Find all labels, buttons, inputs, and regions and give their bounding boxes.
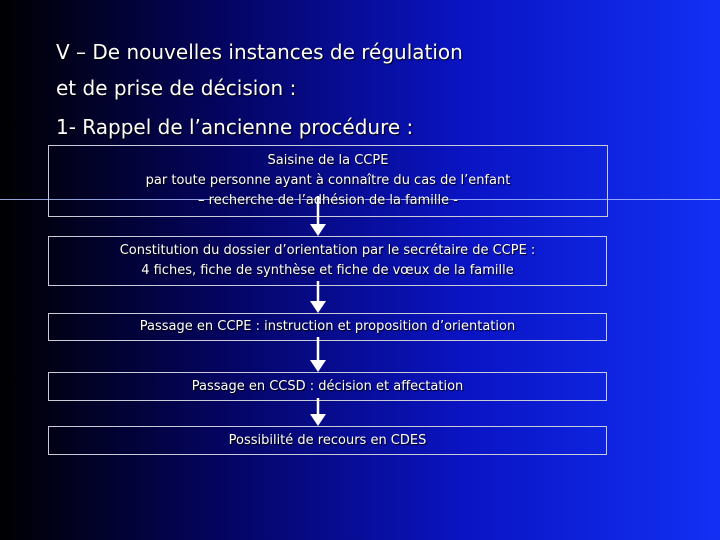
step-box-saisine — [48, 145, 608, 217]
step-5-line-1: Possibilité de recours en CDES — [228, 432, 427, 448]
step-4-line-1: Passage en CCSD : décision et affectation — [191, 378, 464, 394]
step-box-passage-ccsd — [48, 372, 607, 401]
step-3-line-1: Passage en CCPE : instruction et proposition d’orientation — [139, 319, 516, 334]
step-1-line-2: par toute personne ayant à connaître du cas de l’enfant — [145, 173, 511, 188]
flow-arrow-4 — [310, 398, 326, 426]
step-2-line-2: 4 fiches, fiche de synthèse et fiche de vœux de la famille — [141, 263, 514, 278]
slide-title-line-2: et de prise de décision : — [56, 76, 297, 100]
step-box-passage-ccpe — [48, 313, 607, 341]
step-2-line-1: Constitution du dossier d’orientation par le secrétaire de CCPE : — [119, 243, 536, 258]
flow-arrow-3 — [310, 337, 326, 372]
step-1-line-1: Saisine de la CCPE — [267, 153, 389, 168]
step-1-line-3: – recherche de l’adhésion de la famille - — [198, 193, 458, 208]
step-box-constitution-dossier — [48, 236, 607, 286]
slide-title-line-1: V – De nouvelles instances de régulation — [56, 40, 463, 64]
slide-subtitle: 1- Rappel de l’ancienne procédure : — [56, 115, 414, 139]
step-box-recours-cdes — [48, 426, 607, 455]
